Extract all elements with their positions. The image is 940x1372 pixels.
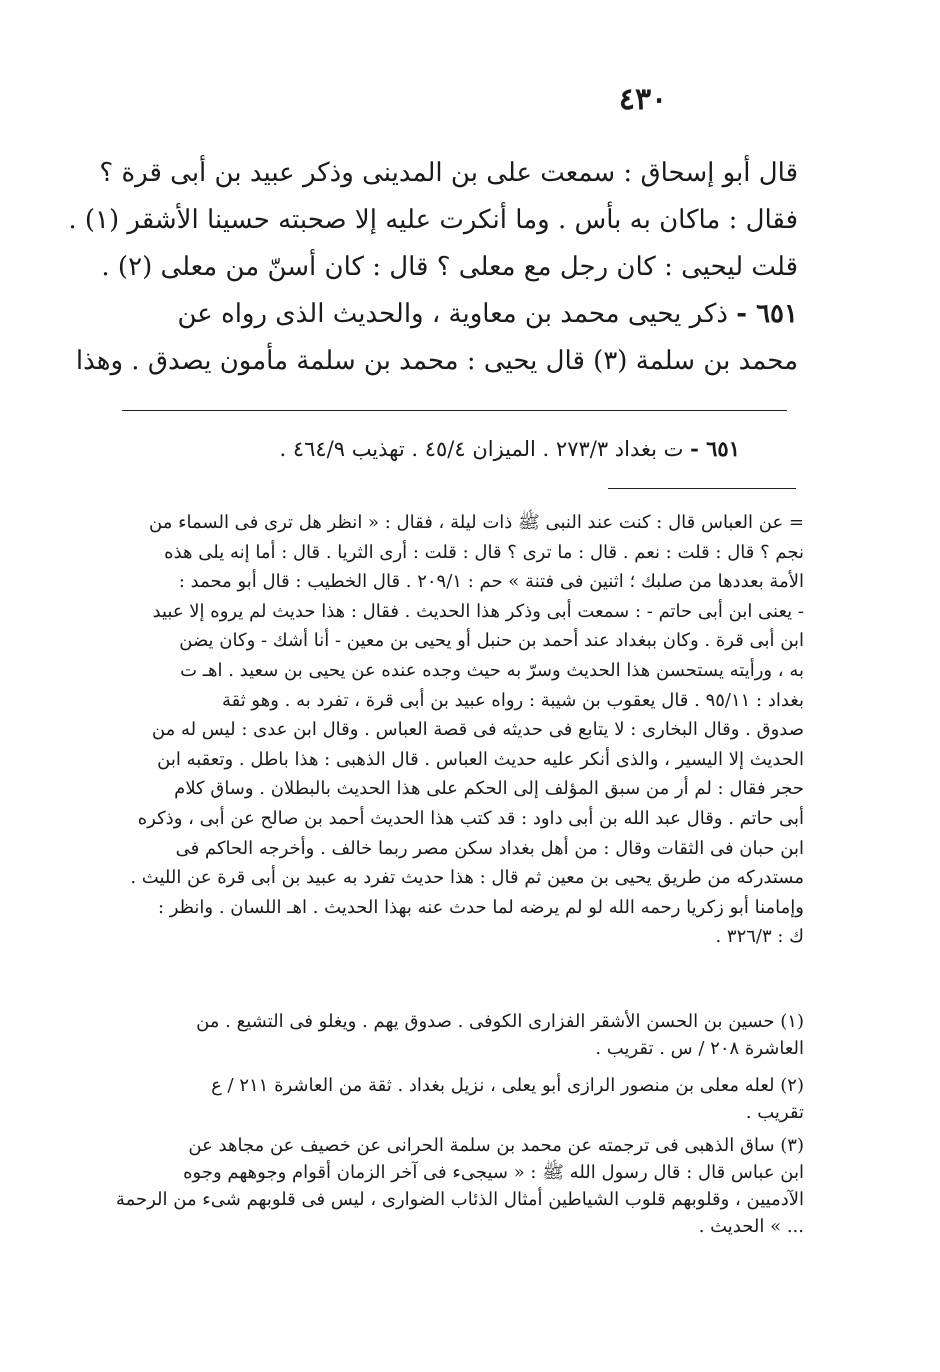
footnote-line: العاشرة ٢٠٨ / س . تقريب . [595, 1038, 804, 1059]
note-line: بغداد : ٩٥/١١ . قال يعقوب بن شيبة : رواه عبيد بن أبى قرة ، تفرد به . وهو ثقة [221, 689, 804, 711]
references-line [200, 436, 740, 461]
note-line: - يعنى ابن أبى حاتم - : سمعت أبى وذكر هذا الحديث . فقال : هذا حديث لم يروه إلا عبيد [152, 600, 804, 622]
footnote-line: (٢) لعله معلى بن منصور الرازى أبو يعلى ، نزيل بغداد . ثقة من العاشرة ٢١١ / ع [211, 1075, 804, 1096]
note-line: ابن حبان فى الثقات وقال : من أهل بغداد سكن مصر ربما خالف . وأخرجه الحاكم فى [175, 837, 804, 859]
reference-entry-number: ٦٥١ - [690, 436, 740, 461]
footnote-line: (٣) ساق الذهبى فى ترجمته عن محمد بن سلمة الحرانى عن خصيف عن مجاهد عن [188, 1135, 804, 1156]
footnote-line: ابن عباس قال : قال رسول الله ﷺ : « سيجىء فى آخر الزمان أقوام وجوههم وجوه [183, 1162, 804, 1183]
note-line: به ، ورأيته يستحسن هذا الحديث وسرّ به حيث وجده عنده عن يحيى بن سعيد . اهـ ت [180, 659, 804, 681]
entry-number: ٦٥١ - [736, 299, 798, 329]
note-line: مستدركه من طريق يحيى بن معين ثم قال : هذا حديث تفرد به عبيد بن أبى قرة عن الليث . [130, 867, 804, 889]
note-line: ك : ٣٢٦/٣ . [715, 926, 804, 948]
footnote-1 [108, 1008, 804, 1062]
note-line: ابن أبى قرة . وكان ببغداد عند أحمد بن حنبل أو يحيى بن معين - أنا أشك - وكان يضن [179, 630, 804, 652]
footnote-2 [108, 1072, 804, 1126]
note-line: = عن العباس قال : كنت عند النبى ﷺ ذات ليلة ، فقال : « انظر هل ترى فى السماء من [149, 512, 804, 533]
footnote-line: (١) حسين بن الحسن الأشقر الفزارى الكوفى . صدوق يهم . ويغلو فى التشيع . من [196, 1011, 804, 1032]
main-text-line: فقال : ماكان به بأس . وما أنكرت عليه إلا صحبته حسينا الأشقر (١) . [68, 205, 798, 235]
footnote-line: الآدميين ، وقلوبهم قلوب الشياطين أمثال الذئاب الضوارى ، ليس فى قلوبهم شىء من الرحمة [115, 1189, 804, 1210]
note-line: حجر فقال : لم أر من سبق المؤلف إلى الحكم على هذا الحديث بالبطلان . وساق كلام [174, 778, 804, 800]
main-text [68, 150, 798, 385]
main-text-line: قلت ليحيى : كان رجل مع معلى ؟ قال : كان أسنّ من معلى (٢) . [101, 252, 798, 282]
continuation-note [108, 508, 804, 952]
footnote-line: ... » الحديث . [698, 1216, 804, 1237]
footnote-3 [108, 1132, 804, 1240]
main-text-line [108, 291, 798, 338]
reference-text: ت بغداد ٢٧٣/٣ . الميزان ٤٥/٤ . تهذيب ٤٦٤/٩ . [279, 437, 684, 461]
note-line: صدوق . وقال البخارى : لا يتابع فى حديثه فى قصة العباس . وقال ابن عدى : ليس له من [151, 719, 804, 741]
footnote-divider [122, 410, 787, 411]
short-divider [608, 488, 796, 489]
main-text-line: قال أبو إسحاق : سمعت على بن المدينى وذكر عبيد بن أبى قرة ؟ [99, 158, 798, 188]
note-line: الأمة بعددها من صلبك ؛ اثنين فى فتنة » حم : ٢٠٩/١ . قال الخطيب : قال أبو محمد : [178, 571, 804, 593]
note-line: الحديث إلا اليسير ، والذى أنكر عليه حديث العباس . قال الذهبى : هذا باطل . وتعقبه ابن [157, 748, 804, 770]
note-line: نجم ؟ قال : قلت : نعم . قال : ما ترى ؟ قال : قلت : أرى الثريا . قال : أما إنه يلى هذه [164, 541, 804, 563]
page-number: ٤٣٠ [618, 82, 668, 117]
note-line: وإمامنا أبو زكريا رحمه الله لو لم يرضه لما حدث عنه بهذا الحديث . اهـ اللسان . وانظر : [157, 896, 804, 918]
note-line: أبى حاتم . وقال عبد الله بن أبى داود : قد كتب هذا الحديث أحمد بن صالح عن أبى ، وذكره [137, 807, 804, 829]
footnote-line: تقريب . [745, 1102, 804, 1123]
main-text-line: محمد بن سلمة (٣) قال يحيى : محمد بن سلمة مأمون يصدق . وهذا [75, 346, 798, 376]
entry-text: ذكر يحيى محمد بن معاوية ، والحديث الذى رواه عن [177, 299, 728, 329]
